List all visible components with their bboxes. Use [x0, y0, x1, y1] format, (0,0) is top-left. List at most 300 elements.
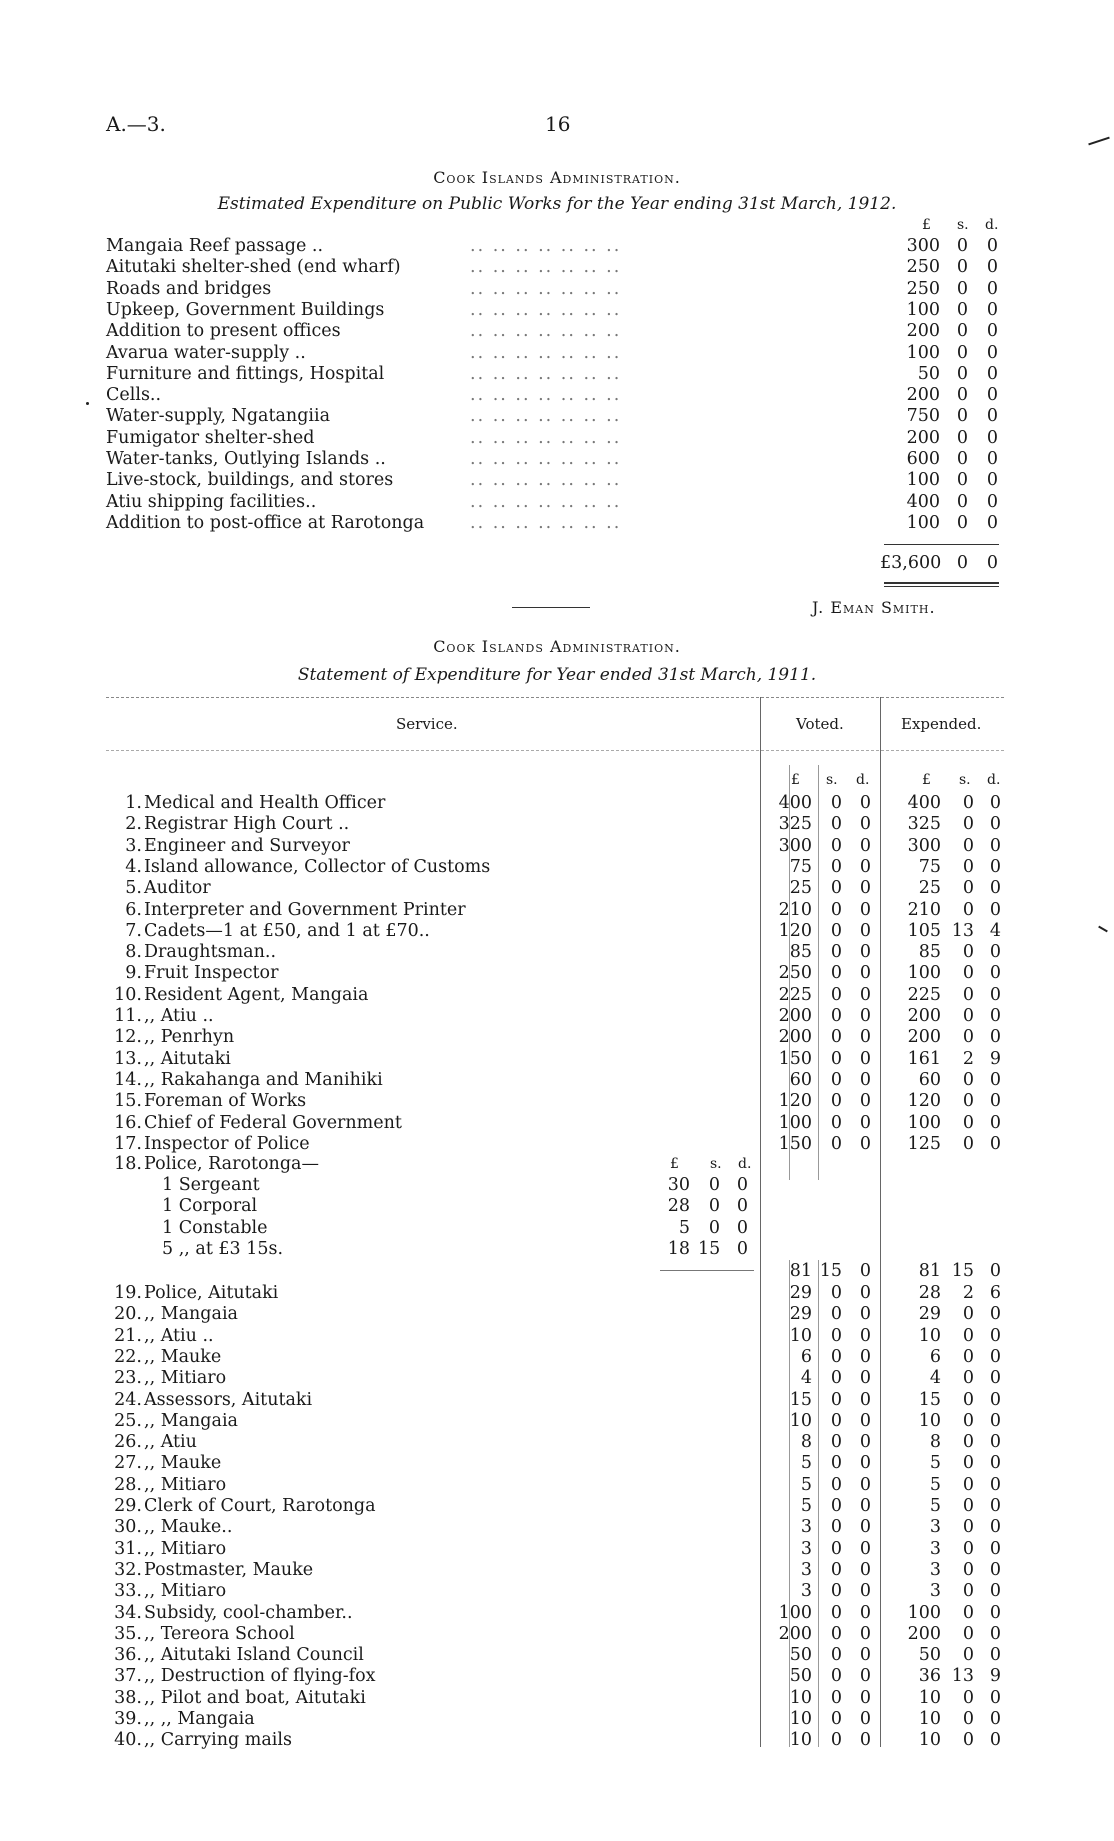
expended-shillings: 0	[962, 1091, 974, 1112]
row-label: ,, Atiu ..	[144, 1325, 214, 1346]
expended-pence: 0	[989, 1389, 1001, 1410]
expended-shillings: 0	[962, 1346, 974, 1367]
row-number: 14.	[114, 1069, 142, 1090]
item-label: Avarua water-supply ..	[106, 342, 306, 363]
expended-shillings: 2	[962, 1283, 974, 1303]
amount-pence: 0	[986, 406, 998, 427]
expended-shillings: 0	[962, 1623, 974, 1644]
amount-pounds: 600	[906, 449, 940, 469]
leader-dots: .. .. .. .. .. .. ..	[470, 257, 622, 278]
item-label: Furniture and fittings, Hospital	[106, 363, 385, 384]
voted-shillings: 0	[830, 1133, 842, 1154]
row-label: Inspector of Police	[144, 1133, 310, 1154]
amount-pounds: 200	[906, 321, 940, 342]
expended-pounds: 200	[907, 1006, 941, 1026]
estimate-row	[0, 364, 1114, 385]
amount-pence: 0	[986, 321, 998, 342]
expended-pence: 0	[989, 1027, 1001, 1048]
amount-shillings: 0	[956, 321, 968, 342]
expended-shillings: 0	[962, 1581, 974, 1602]
voted-shillings: 0	[830, 1304, 842, 1325]
sub-pounds: 28	[667, 1196, 690, 1217]
sub-pence: 0	[736, 1175, 748, 1195]
voted-pence: 0	[859, 1730, 871, 1751]
sub-shillings: 0	[708, 1175, 720, 1195]
amount-pounds: 250	[906, 278, 940, 299]
total-shillings: 0	[956, 553, 968, 573]
voted-pence: 0	[859, 1368, 871, 1389]
currency-headers	[0, 770, 1114, 791]
voted-pounds: 100	[778, 1112, 812, 1133]
item-label: Atiu shipping facilities..	[106, 491, 317, 512]
sub-label: 1 Constable	[162, 1217, 268, 1238]
row-label: ,, Tereora School	[144, 1623, 295, 1644]
amount-shillings: 0	[956, 385, 968, 406]
statement-row	[0, 1453, 1114, 1474]
leader-dots: .. .. .. .. .. .. ..	[470, 299, 622, 320]
row-number: 36.	[114, 1645, 142, 1666]
expended-pence: 0	[989, 1261, 1001, 1281]
expended-shillings: 0	[962, 793, 974, 813]
expended-pence: 0	[989, 1709, 1001, 1729]
voted-pence: 0	[859, 1133, 871, 1154]
amount-pence: 0	[986, 342, 998, 363]
row-number: 6.	[125, 899, 142, 920]
voted-pounds: 60	[789, 1069, 812, 1090]
voted-shillings: 0	[830, 1048, 842, 1069]
amount-pounds: 250	[906, 257, 940, 278]
voted-pounds: 5	[800, 1496, 812, 1516]
row-label: Cadets—1 at £50, and 1 at £70..	[144, 920, 430, 941]
row-label: ,, Mitiaro	[144, 1368, 227, 1389]
row-label: ,, Mauke..	[144, 1517, 233, 1538]
estimate-row	[0, 470, 1114, 491]
amount-shillings: 0	[956, 278, 968, 299]
police-total-row	[0, 1261, 1114, 1282]
expended-shillings: 0	[962, 1453, 974, 1474]
expended-shillings: 0	[962, 1559, 974, 1580]
page-number: 16	[545, 112, 571, 136]
voted-pence: 0	[859, 1091, 871, 1112]
row-number: 29.	[114, 1496, 142, 1516]
leader-dots: .. .. .. .. .. .. ..	[470, 236, 622, 256]
voted-pounds: 120	[778, 1091, 812, 1112]
expended-pounds: 100	[907, 1602, 941, 1623]
amount-shillings: 0	[956, 449, 968, 469]
voted-pence: 0	[859, 1346, 871, 1367]
row-number: 32.	[114, 1559, 142, 1580]
estimate-column-headers	[0, 215, 1114, 236]
expended-pence: 0	[989, 1538, 1001, 1559]
row-label: Chief of Federal Government	[144, 1112, 402, 1133]
row-number: 13.	[114, 1048, 142, 1069]
row-label: Police, Aitutaki	[144, 1283, 279, 1303]
voted-pounds: 200	[778, 1623, 812, 1644]
row-number: 28.	[114, 1474, 142, 1495]
expended-pence: 0	[989, 878, 1001, 899]
voted-shillings: 0	[830, 835, 842, 856]
voted-pounds: 150	[778, 1133, 812, 1154]
voted-shillings: 0	[830, 1432, 842, 1453]
expended-pounds: 50	[918, 1645, 941, 1666]
row-number: 31.	[114, 1538, 142, 1559]
voted-pence: 0	[859, 920, 871, 941]
expended-pounds: 10	[918, 1410, 941, 1431]
estimate-row	[0, 406, 1114, 427]
voted-pounds: 10	[789, 1709, 812, 1729]
expended-shillings: 0	[962, 1027, 974, 1048]
amount-shillings: 0	[956, 299, 968, 320]
expended-shillings: 0	[962, 984, 974, 1005]
estimate-subheading: Estimated Expenditure on Public Works for the Year ending 31st March, 1912.	[217, 194, 897, 214]
voted-shillings: 0	[830, 1027, 842, 1048]
expended-pounds: 10	[918, 1325, 941, 1346]
expended-pounds: 161	[907, 1048, 941, 1069]
statement-row	[0, 1113, 1114, 1134]
expended-shillings: 0	[962, 1645, 974, 1666]
header-bottom-rule	[106, 750, 1004, 751]
row-number: 4.	[125, 856, 142, 877]
statement-row	[0, 1091, 1114, 1112]
row-label: ,, Destruction of flying-fox	[144, 1666, 376, 1687]
voted-shillings: 0	[830, 793, 842, 813]
voted-shillings: 0	[830, 1538, 842, 1559]
row-number: 25.	[114, 1410, 142, 1431]
sub-pounds: 18	[667, 1238, 690, 1259]
expended-pence: 0	[989, 899, 1001, 920]
statement-subheading: Statement of Expenditure for Year ended 31st March, 1911.	[297, 665, 817, 685]
item-label: Cells..	[106, 385, 162, 406]
expended-pence: 0	[989, 1581, 1001, 1602]
sub-shillings: 0	[708, 1196, 720, 1217]
voted-pounds: 3	[800, 1559, 812, 1580]
expended-pence: 0	[989, 835, 1001, 856]
voted-pounds: 29	[789, 1304, 812, 1325]
row-number: 15.	[114, 1091, 142, 1112]
voted-pence: 0	[859, 942, 871, 963]
expended-pounds: 4	[929, 1368, 941, 1389]
expended-pence: 9	[989, 1666, 1001, 1687]
expended-pence: 0	[989, 1304, 1001, 1325]
amount-pence: 0	[986, 470, 998, 491]
sub-pounds-header: £	[670, 1156, 679, 1172]
shillings-header: s.	[957, 217, 969, 233]
police-sub-row	[0, 1175, 1114, 1196]
expended-pounds: 5	[929, 1453, 941, 1474]
voted-pence: 0	[859, 1304, 871, 1325]
amount-pounds: 100	[906, 512, 940, 533]
voted-pence: 0	[859, 1048, 871, 1069]
row-label: ,, Atiu	[144, 1432, 197, 1453]
voted-shillings: 0	[830, 984, 842, 1005]
voted-pence: 0	[859, 1410, 871, 1431]
estimate-row	[0, 279, 1114, 300]
voted-pounds: 85	[789, 942, 812, 963]
expended-pence: 0	[989, 1432, 1001, 1453]
voted-pence: 0	[859, 1027, 871, 1048]
voted-pence: 0	[859, 1687, 871, 1708]
row-label: Clerk of Court, Rarotonga	[144, 1496, 376, 1516]
row-label: ,, Rakahanga and Manihiki	[144, 1069, 383, 1090]
expended-pounds: 105	[907, 920, 941, 941]
expended-pounds: 3	[929, 1559, 941, 1580]
voted-pence: 0	[859, 878, 871, 899]
statement-row	[0, 1027, 1114, 1048]
row-label: ,, Mangaia	[144, 1410, 238, 1431]
statement-row	[0, 1688, 1114, 1709]
voted-shillings: 0	[830, 1112, 842, 1133]
voted-pounds: 250	[778, 963, 812, 984]
amount-pence: 0	[986, 449, 998, 469]
voted-pounds: 4	[800, 1368, 812, 1389]
voted-pence: 0	[859, 899, 871, 920]
leader-dots: .. .. .. .. .. .. ..	[470, 363, 622, 384]
voted-pence: 0	[859, 1581, 871, 1602]
row-label: ,, Mauke	[144, 1453, 222, 1474]
amount-shillings: 0	[956, 363, 968, 384]
row-number: 39.	[114, 1709, 142, 1729]
expended-shillings-header: s.	[959, 772, 971, 788]
row-number: 17.	[114, 1133, 142, 1154]
statement-row	[0, 942, 1114, 963]
expended-pounds: 120	[907, 1091, 941, 1112]
sub-label: 5 ,, at £3 15s.	[162, 1238, 284, 1259]
row-label: Engineer and Surveyor	[144, 835, 350, 856]
voted-pence: 0	[859, 1112, 871, 1133]
voted-pounds: 75	[789, 856, 812, 877]
row-label: ,, Carrying mails	[144, 1730, 292, 1751]
total-double-rule	[884, 582, 999, 584]
expended-pence-header: d.	[987, 772, 1001, 788]
voted-pence: 0	[859, 1666, 871, 1687]
voted-pounds: 10	[789, 1730, 812, 1751]
voted-pounds: 210	[778, 899, 812, 920]
row-label: Island allowance, Collector of Customs	[144, 856, 491, 877]
expended-pence: 0	[989, 793, 1001, 813]
sub-pounds: 30	[667, 1175, 690, 1195]
police-sub-row	[0, 1218, 1114, 1239]
expended-pence: 0	[989, 1730, 1001, 1751]
amount-shillings: 0	[956, 236, 968, 256]
expended-pence: 6	[989, 1283, 1001, 1303]
statement-row	[0, 1432, 1114, 1453]
voted-pounds: 150	[778, 1048, 812, 1069]
row-number: 26.	[114, 1432, 142, 1453]
row-number: 30.	[114, 1517, 142, 1538]
sub-pence: 0	[736, 1238, 748, 1259]
expended-pence: 0	[989, 1368, 1001, 1389]
expended-shillings: 0	[962, 1730, 974, 1751]
voted-shillings: 0	[830, 1709, 842, 1729]
expended-pounds: 15	[918, 1389, 941, 1410]
statement-row	[0, 963, 1114, 984]
voted-shillings: 0	[830, 1389, 842, 1410]
expended-pounds: 325	[907, 814, 941, 835]
statement-row	[0, 1666, 1114, 1687]
leader-dots: .. .. .. .. .. .. ..	[470, 385, 622, 406]
voted-pence: 0	[859, 963, 871, 984]
expended-pence: 0	[989, 1496, 1001, 1516]
expended-pounds: 25	[918, 878, 941, 899]
sub-shillings: 15	[698, 1238, 721, 1259]
margin-mark	[1088, 137, 1110, 146]
total-pounds: £3,600	[880, 553, 942, 573]
voted-shillings-header: s.	[826, 772, 838, 788]
statement-row	[0, 793, 1114, 814]
voted-pounds: 6	[800, 1346, 812, 1367]
voted-pence: 0	[859, 814, 871, 835]
voted-pence: 0	[859, 1069, 871, 1090]
voted-shillings: 0	[830, 1559, 842, 1580]
expended-shillings: 15	[951, 1261, 974, 1281]
statement-row	[0, 900, 1114, 921]
row-label: Fruit Inspector	[144, 963, 279, 984]
expended-pence: 0	[989, 814, 1001, 835]
statement-row	[0, 1539, 1114, 1560]
expended-pounds: 75	[918, 856, 941, 877]
expended-pounds: 225	[907, 984, 941, 1005]
row-number: 23.	[114, 1368, 142, 1389]
statement-row	[0, 1049, 1114, 1070]
expended-pounds: 3	[929, 1581, 941, 1602]
voted-shillings: 0	[830, 1517, 842, 1538]
row-number: 12.	[114, 1027, 142, 1048]
voted-pence: 0	[859, 1559, 871, 1580]
row-label: ,, Mangaia	[144, 1304, 238, 1325]
amount-shillings: 0	[956, 512, 968, 533]
statement-row	[0, 1709, 1114, 1730]
amount-pounds: 100	[906, 299, 940, 320]
voted-pence: 0	[859, 1602, 871, 1623]
voted-shillings: 0	[830, 1666, 842, 1687]
voted-pounds: 3	[800, 1517, 812, 1538]
expended-pence: 0	[989, 1602, 1001, 1623]
voted-shillings: 0	[830, 1283, 842, 1303]
leader-dots: .. .. .. .. .. .. ..	[470, 342, 622, 363]
expended-pence: 0	[989, 1069, 1001, 1090]
expended-pounds: 10	[918, 1687, 941, 1708]
police-sub-row	[0, 1196, 1114, 1217]
statement-row	[0, 857, 1114, 878]
expended-pounds: 10	[918, 1709, 941, 1729]
leader-dots: .. .. .. .. .. .. ..	[470, 278, 622, 299]
voted-pounds: 15	[789, 1389, 812, 1410]
expended-shillings: 0	[962, 814, 974, 835]
leader-dots: .. .. .. .. .. .. ..	[470, 406, 622, 427]
row-label: ,, Pilot and boat, Aitutaki	[144, 1687, 366, 1708]
amount-pence: 0	[986, 299, 998, 320]
expended-pence: 0	[989, 1517, 1001, 1538]
statement-row	[0, 1390, 1114, 1411]
expended-shillings: 0	[962, 1133, 974, 1154]
expended-shillings: 0	[962, 1325, 974, 1346]
expended-pounds: 3	[929, 1538, 941, 1559]
expended-pence: 0	[989, 1410, 1001, 1431]
statement-row	[0, 1283, 1114, 1304]
expended-pounds: 8	[929, 1432, 941, 1453]
row-label: Auditor	[144, 878, 211, 899]
estimate-row	[0, 257, 1114, 278]
expended-shillings: 0	[962, 1069, 974, 1090]
leader-dots: .. .. .. .. .. .. ..	[470, 470, 622, 491]
row-number: 18.	[114, 1154, 142, 1174]
estimate-row	[0, 492, 1114, 513]
estimate-row	[0, 236, 1114, 257]
expended-pence: 0	[989, 1006, 1001, 1026]
item-label: Addition to present offices	[106, 321, 341, 342]
voted-pounds: 225	[778, 984, 812, 1005]
amount-shillings: 0	[956, 491, 968, 512]
voted-pounds: 300	[778, 835, 812, 856]
expended-pounds: 400	[907, 793, 941, 813]
row-label: ,, ,, Mangaia	[144, 1709, 255, 1729]
estimate-row	[0, 343, 1114, 364]
leader-dots: .. .. .. .. .. .. ..	[470, 321, 622, 342]
leader-dots: .. .. .. .. .. .. ..	[470, 491, 622, 512]
estimate-total-row	[0, 553, 1114, 574]
item-label: Water-supply, Ngatangiia	[106, 406, 331, 427]
expended-pounds: 5	[929, 1496, 941, 1516]
statement-row	[0, 1624, 1114, 1645]
row-label: Registrar High Court ..	[144, 814, 350, 835]
amount-pence: 0	[986, 363, 998, 384]
voted-pounds: 25	[789, 878, 812, 899]
voted-shillings: 0	[830, 1602, 842, 1623]
estimate-row	[0, 449, 1114, 470]
pounds-header: £	[922, 217, 931, 233]
expended-pounds: 60	[918, 1069, 941, 1090]
voted-shillings: 0	[830, 920, 842, 941]
amount-pence: 0	[986, 427, 998, 448]
expended-pence: 0	[989, 1559, 1001, 1580]
expended-pounds: 28	[918, 1283, 941, 1303]
statement-row	[0, 814, 1114, 835]
estimate-heading: Cook Islands Administration.	[433, 168, 681, 187]
row-label: Postmaster, Mauke	[144, 1559, 314, 1580]
expended-pence: 0	[989, 1474, 1001, 1495]
expended-shillings: 0	[962, 1602, 974, 1623]
row-label: ,, Mauke	[144, 1346, 222, 1367]
amount-pence: 0	[986, 236, 998, 256]
expended-header: Expended.	[901, 715, 982, 733]
statement-heading: Cook Islands Administration.	[433, 637, 681, 656]
sub-pounds: 5	[678, 1217, 690, 1238]
expended-pence: 0	[989, 963, 1001, 984]
voted-pounds: 50	[789, 1645, 812, 1666]
voted-pence: 0	[859, 835, 871, 856]
row-number: 8.	[125, 942, 142, 963]
voted-pounds: 325	[778, 814, 812, 835]
estimate-row	[0, 385, 1114, 406]
voted-pence: 0	[859, 1432, 871, 1453]
expended-pence: 0	[989, 1133, 1001, 1154]
amount-pence: 0	[986, 278, 998, 299]
row-number: 27.	[114, 1453, 142, 1474]
voted-pence: 0	[859, 984, 871, 1005]
statement-row	[0, 836, 1114, 857]
voted-shillings: 0	[830, 1325, 842, 1346]
voted-pounds: 200	[778, 1027, 812, 1048]
amount-pounds: 50	[917, 363, 940, 384]
statement-row	[0, 1326, 1114, 1347]
expended-shillings: 0	[962, 835, 974, 856]
estimate-row	[0, 428, 1114, 449]
voted-pounds: 3	[800, 1538, 812, 1559]
voted-pounds: 10	[789, 1687, 812, 1708]
voted-shillings: 0	[830, 1453, 842, 1474]
row-label: Interpreter and Government Printer	[144, 899, 466, 920]
voted-pence: 0	[859, 793, 871, 813]
